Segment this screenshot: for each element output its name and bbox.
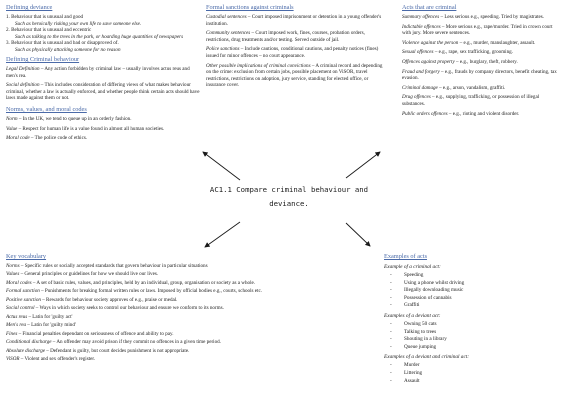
- example-item: - Owning 50 cats: [384, 321, 560, 329]
- arrow-to-vocab: [205, 222, 240, 247]
- acts-text: – e.g., rioting and violent disorder.: [447, 110, 520, 117]
- acts-paragraph: [402, 24, 560, 37]
- deviance-example: Such as talking to the trees in the park, or hoarding huge quantities of newspapers: [15, 33, 184, 40]
- vocab-term: Social control: [6, 305, 35, 312]
- formal-paragraph: [206, 63, 386, 89]
- acts-term: Offences against property: [402, 58, 455, 65]
- norms-term: Moral code: [6, 135, 30, 142]
- vocab-paragraph: [6, 356, 378, 363]
- acts-term: Indictable offences: [402, 23, 441, 30]
- example-item: - Assault: [384, 378, 560, 386]
- examples-heading: Examples of acts: [384, 253, 428, 260]
- arrow-to-acts: [346, 152, 380, 178]
- vocab-paragraph: [6, 297, 378, 304]
- example-item: - Talking to trees: [384, 329, 560, 337]
- deviance-item: 3. Behaviour that is unusual and bad or disapproved of.: [6, 40, 119, 46]
- formal-text: – Court imposed imprisonment or detention in a young offender's institution.: [206, 14, 382, 27]
- formal-paragraph: [206, 14, 386, 27]
- acts-paragraph: [402, 111, 560, 118]
- formal-term: Custodial sentences: [206, 14, 247, 20]
- example-item: - Graffiti: [384, 302, 560, 310]
- vocab-text: – Latin for 'guilty act': [27, 313, 73, 320]
- norms-paragraph: [6, 135, 202, 142]
- vocab-paragraph: [6, 339, 378, 346]
- example-item: - Possession of cannabis: [384, 295, 560, 303]
- acts-term: Fraud and forgery: [402, 68, 440, 75]
- vocab-text: – Rewards for behaviour society approves of e.g., praise or medal.: [40, 296, 178, 303]
- vocab-term: Conditional discharge: [6, 339, 52, 346]
- acts-text: – e.g., murder, manslaughter, assault.: [458, 39, 536, 46]
- acts-text: – Less serious e.g., speeding. Tried by magistrates.: [439, 14, 545, 20]
- deviance-example: Such as physically attacking someone for no reason: [15, 46, 121, 53]
- vocab-term: Norms: [6, 263, 20, 269]
- example-item: - Littering: [384, 370, 560, 378]
- middle-top-column: [206, 4, 386, 144]
- norms-heading: Norms, values, and moral codes: [6, 105, 87, 113]
- deviance-item: 1. Behaviour that is unusual and good: [6, 14, 84, 20]
- acts-paragraph: [402, 94, 560, 107]
- formal-text: – Include cautions, conditional cautions, and penalty notices (fines) issued for minor offences – no court appearance.: [206, 46, 379, 59]
- norms-paragraph: [6, 116, 202, 123]
- formal-term: Police sanctions: [206, 46, 240, 53]
- vocab-term: Men's rea: [6, 322, 26, 329]
- vocab-term: Absolute discharge: [6, 347, 45, 354]
- vocab-paragraph: [6, 280, 378, 287]
- acts-heading: Acts that are criminal: [402, 4, 457, 11]
- examples-group-title: Example of a criminal act:: [384, 264, 441, 270]
- norms-term: Norm: [6, 115, 18, 122]
- norms-text: – In the UK, we tend to queue up in an orderly fashion.: [17, 115, 132, 122]
- acts-term: Public orders offences: [402, 110, 448, 117]
- norms-term: Value: [6, 125, 18, 132]
- norms-paragraphs: [6, 116, 202, 142]
- deviance-heading: Defining deviance: [6, 4, 53, 11]
- formal-heading: Formal sanctions against criminals: [206, 4, 294, 11]
- vocab-text: – An offender may avoid prison if they commit no offences in a given time period.: [51, 339, 221, 346]
- acts-text: – e.g., rape, sex trafficking, grooming.: [433, 49, 513, 56]
- acts-paragraph: [402, 14, 560, 21]
- vocab-term: Moral codes: [6, 279, 32, 286]
- formal-text: – Court imposed work, fines, courses, probation orders, restrictions, drug treatments and/or testing. Served outside of jail.: [206, 30, 365, 43]
- criminal-paragraph: [6, 66, 202, 79]
- acts-text: – e.g., arson, vandalism, graffiti.: [437, 84, 506, 91]
- vocab-term: Actus reus: [6, 313, 28, 320]
- vocab-term: Fines: [6, 330, 18, 337]
- vocab-term: Values: [6, 271, 20, 278]
- criminal-term: Social definition: [6, 82, 40, 89]
- criminal-paragraphs: [6, 66, 202, 102]
- norms-text: – The police code of ethics.: [29, 135, 88, 142]
- vocab-term: Positive sanction: [6, 296, 41, 303]
- vocab-text: – Financial penalties dependant on seriousness of offence and ability to pay.: [17, 330, 174, 337]
- formal-term: Community sentences: [206, 30, 251, 37]
- acts-term: Violence against the person: [402, 39, 459, 46]
- left-top-column: [6, 4, 202, 204]
- vocab-text: – Punishments for breaking formal written rules or laws. Imposed by official bodies e.g., courts, schools etc.: [39, 288, 262, 295]
- vocab-paragraphs: [6, 263, 378, 363]
- examples-column: [384, 253, 560, 398]
- example-item: - Speeding: [384, 272, 560, 280]
- acts-term: Drug offences: [402, 94, 431, 101]
- formal-term: Other possible implications of criminal convictions: [206, 62, 311, 69]
- vocab-paragraph: [6, 348, 378, 355]
- criminal-term: Legal Definition: [6, 66, 40, 72]
- vocab-paragraph: [6, 314, 378, 321]
- example-item: - Murder: [384, 362, 560, 370]
- vocab-text: – General principles or guidelines for how we should live our lives.: [19, 271, 159, 278]
- acts-term: Summary offences: [402, 14, 440, 20]
- criminal-heading: Defining Criminal behaviour: [6, 56, 80, 63]
- formal-paragraph: [206, 30, 386, 43]
- acts-term: Criminal damage: [402, 84, 438, 91]
- vocab-paragraph: [6, 331, 378, 338]
- vocab-term: ViSOR: [6, 356, 20, 363]
- formal-text: – A criminal record and depending on the crime: exclusion from certain jobs, possible placement on ViSOR, travel restrictions, restrictions on adoption, jury service, standing for elected office, or insurance cover.: [206, 62, 383, 89]
- deviance-item: 2. Behaviour that is unusual and eccentric: [6, 27, 92, 33]
- examples-group-title: Examples of a deviant act:: [384, 312, 441, 319]
- vocab-paragraph: [6, 322, 378, 329]
- vocab-paragraph: [6, 288, 378, 295]
- acts-paragraph: [402, 85, 560, 92]
- vocab-text: – A set of basic rules, values, and principles, held by an individual, group, organisation or society as a whole.: [31, 279, 256, 286]
- examples-group-title: Examples of a deviant and criminal act:: [384, 354, 470, 361]
- vocab-text: – Violent and sex offender's register.: [19, 356, 96, 363]
- example-item: - Shouting in a library: [384, 336, 560, 344]
- deviance-list: [6, 14, 202, 53]
- vocab-text: – Specific rules or socially accepted standards that govern behaviour in particular situations: [19, 263, 208, 269]
- vocab-heading: Key vocabulary: [6, 253, 47, 260]
- vocab-column: [6, 253, 378, 398]
- acts-text: – e.g., supplying, trafficking, or possession of illegal substances.: [402, 94, 540, 107]
- example-item: - Queue jumping: [384, 344, 560, 352]
- acts-text: – More serious e.g., rape/murder. Tried in crown court with jury. More severe sentences.: [402, 23, 553, 37]
- right-top-column: [402, 4, 560, 216]
- acts-text: – e.g., burglary, theft, robbery.: [454, 58, 518, 65]
- vocab-term: Formal sanction: [6, 288, 40, 295]
- acts-term: Sexual offences: [402, 49, 434, 56]
- vocab-text: – Latin for 'guilty mind': [26, 322, 76, 329]
- norms-paragraph: [6, 126, 202, 133]
- vocab-text: – Defendant is guilty, but court decides punishment is not appropriate.: [45, 347, 190, 354]
- center-title: AC1.1 Compare criminal behaviour and deviance.: [209, 185, 369, 208]
- criminal-text: – Any action forbidden by criminal law – usually involves actus reus and men's rea.: [6, 66, 190, 79]
- vocab-text: – Ways in which society seeks to control our behaviour and ensure we conform to its norms.: [34, 305, 224, 312]
- acts-paragraph: [402, 69, 560, 82]
- acts-paragraph: [402, 40, 560, 47]
- criminal-paragraph: [6, 82, 202, 102]
- acts-paragraph: [402, 59, 560, 66]
- vocab-paragraph: [6, 305, 378, 312]
- examples-groups: [384, 264, 560, 385]
- arrow-to-examples: [346, 223, 370, 246]
- formal-paragraph: [206, 46, 386, 59]
- acts-paragraphs: [402, 14, 560, 117]
- arrow-to-formal: [203, 152, 240, 180]
- vocab-paragraph: [6, 271, 378, 278]
- acts-text: – e.g., frauds by company directors, benefit cheating, tax evasion.: [402, 68, 557, 82]
- criminal-text: – This includes consideration of differing views of what makes behaviour criminal, whether a law is actually enforced, and whether people think certain acts should have laws made against them or not.: [6, 82, 200, 102]
- acts-paragraph: [402, 49, 560, 56]
- deviance-example: Such as heroically risking your own life to save someone else.: [15, 20, 142, 27]
- example-item: - Illegally downloading music: [384, 287, 560, 295]
- example-item: - Using a phone whilst driving: [384, 280, 560, 288]
- formal-paragraphs: [206, 14, 386, 89]
- vocab-paragraph: [6, 263, 378, 270]
- norms-text: – Respect for human life is a value found in almost all human societies.: [17, 125, 165, 132]
